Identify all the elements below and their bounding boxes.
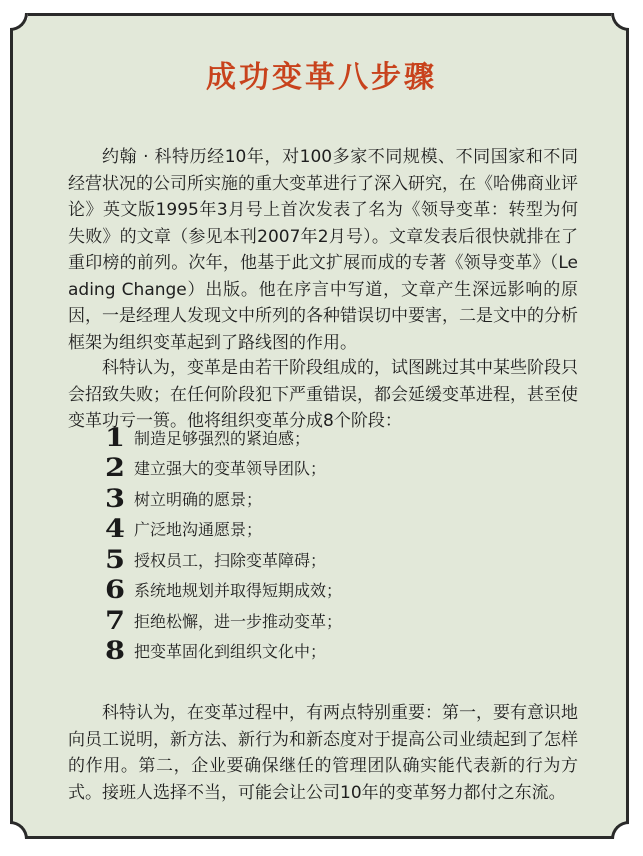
step-number: 3: [104, 483, 126, 513]
step-number: 2: [104, 453, 126, 483]
step-number: 1: [104, 422, 126, 452]
step-text: 树立明确的愿景；: [134, 489, 263, 509]
step-number: 6: [104, 575, 126, 605]
step-item: [100, 636, 570, 667]
step-number: 7: [104, 605, 126, 635]
intro-paragraph: 约翰 · 科特历经10年，对100多家不同规模、不同国家和不同经营状况的公司所实施的重大变革进行了深入研究，在《哈佛商业评论》英文版1995年3月号上首次发表了名为《领导变革：转型为何失败》的文章（参见本刊2007年2月号）。文章发表后很快就排在了重印榜的前列。次年，他基于此文扩展而成的专著《领导变革》（Leading Change）出版。他在序言中写道，文章产生深远影响的原因，一是经理人发现文中所列的各种错误切中要害，二是文中的分析框架为组织变革起到了路线图的作用。: [68, 147, 578, 353]
step-number: 4: [104, 514, 126, 544]
step-item: [100, 544, 570, 575]
conclusion-paragraph: 科特认为，在变革过程中，有两点特别重要：第一，要有意识地向员工说明，新方法、新行为和新态度对于提高公司业绩起到了怎样的作用。第二，企业要确保继任的管理团队确实能代表新的行为方式。接班人选择不当，可能会让公司10年的变革努力都付之东流。: [68, 703, 578, 803]
step-text: 拒绝松懈，进一步推动变革；: [134, 611, 343, 631]
step-item: [100, 605, 570, 636]
step-text: 建立强大的变革领导团队；: [134, 459, 327, 479]
step-item: [100, 483, 570, 514]
step-text: 系统地规划并取得短期成效；: [134, 581, 343, 601]
step-number: 8: [104, 636, 126, 666]
step-item: [100, 575, 570, 606]
step-text: 广泛地沟通愿景；: [134, 520, 263, 540]
step-text: 授权员工，扫除变革障碍；: [134, 550, 327, 570]
stages-paragraph: 科特认为，变革是由若干阶段组成的，试图跳过其中某些阶段只会招致失败；在任何阶段犯下严重错误，都会延缓变革进程，甚至使变革功亏一篑。他将组织变革分成8个阶段：: [68, 358, 578, 431]
step-text: 把变革固化到组织文化中；: [134, 642, 327, 662]
step-item: [100, 422, 570, 453]
steps-list: [100, 422, 570, 666]
article-title: 成功变革八步骤: [206, 60, 437, 95]
step-item: [100, 514, 570, 545]
step-number: 5: [104, 544, 126, 574]
step-text: 制造足够强烈的紧迫感；: [134, 428, 311, 448]
step-item: [100, 453, 570, 484]
